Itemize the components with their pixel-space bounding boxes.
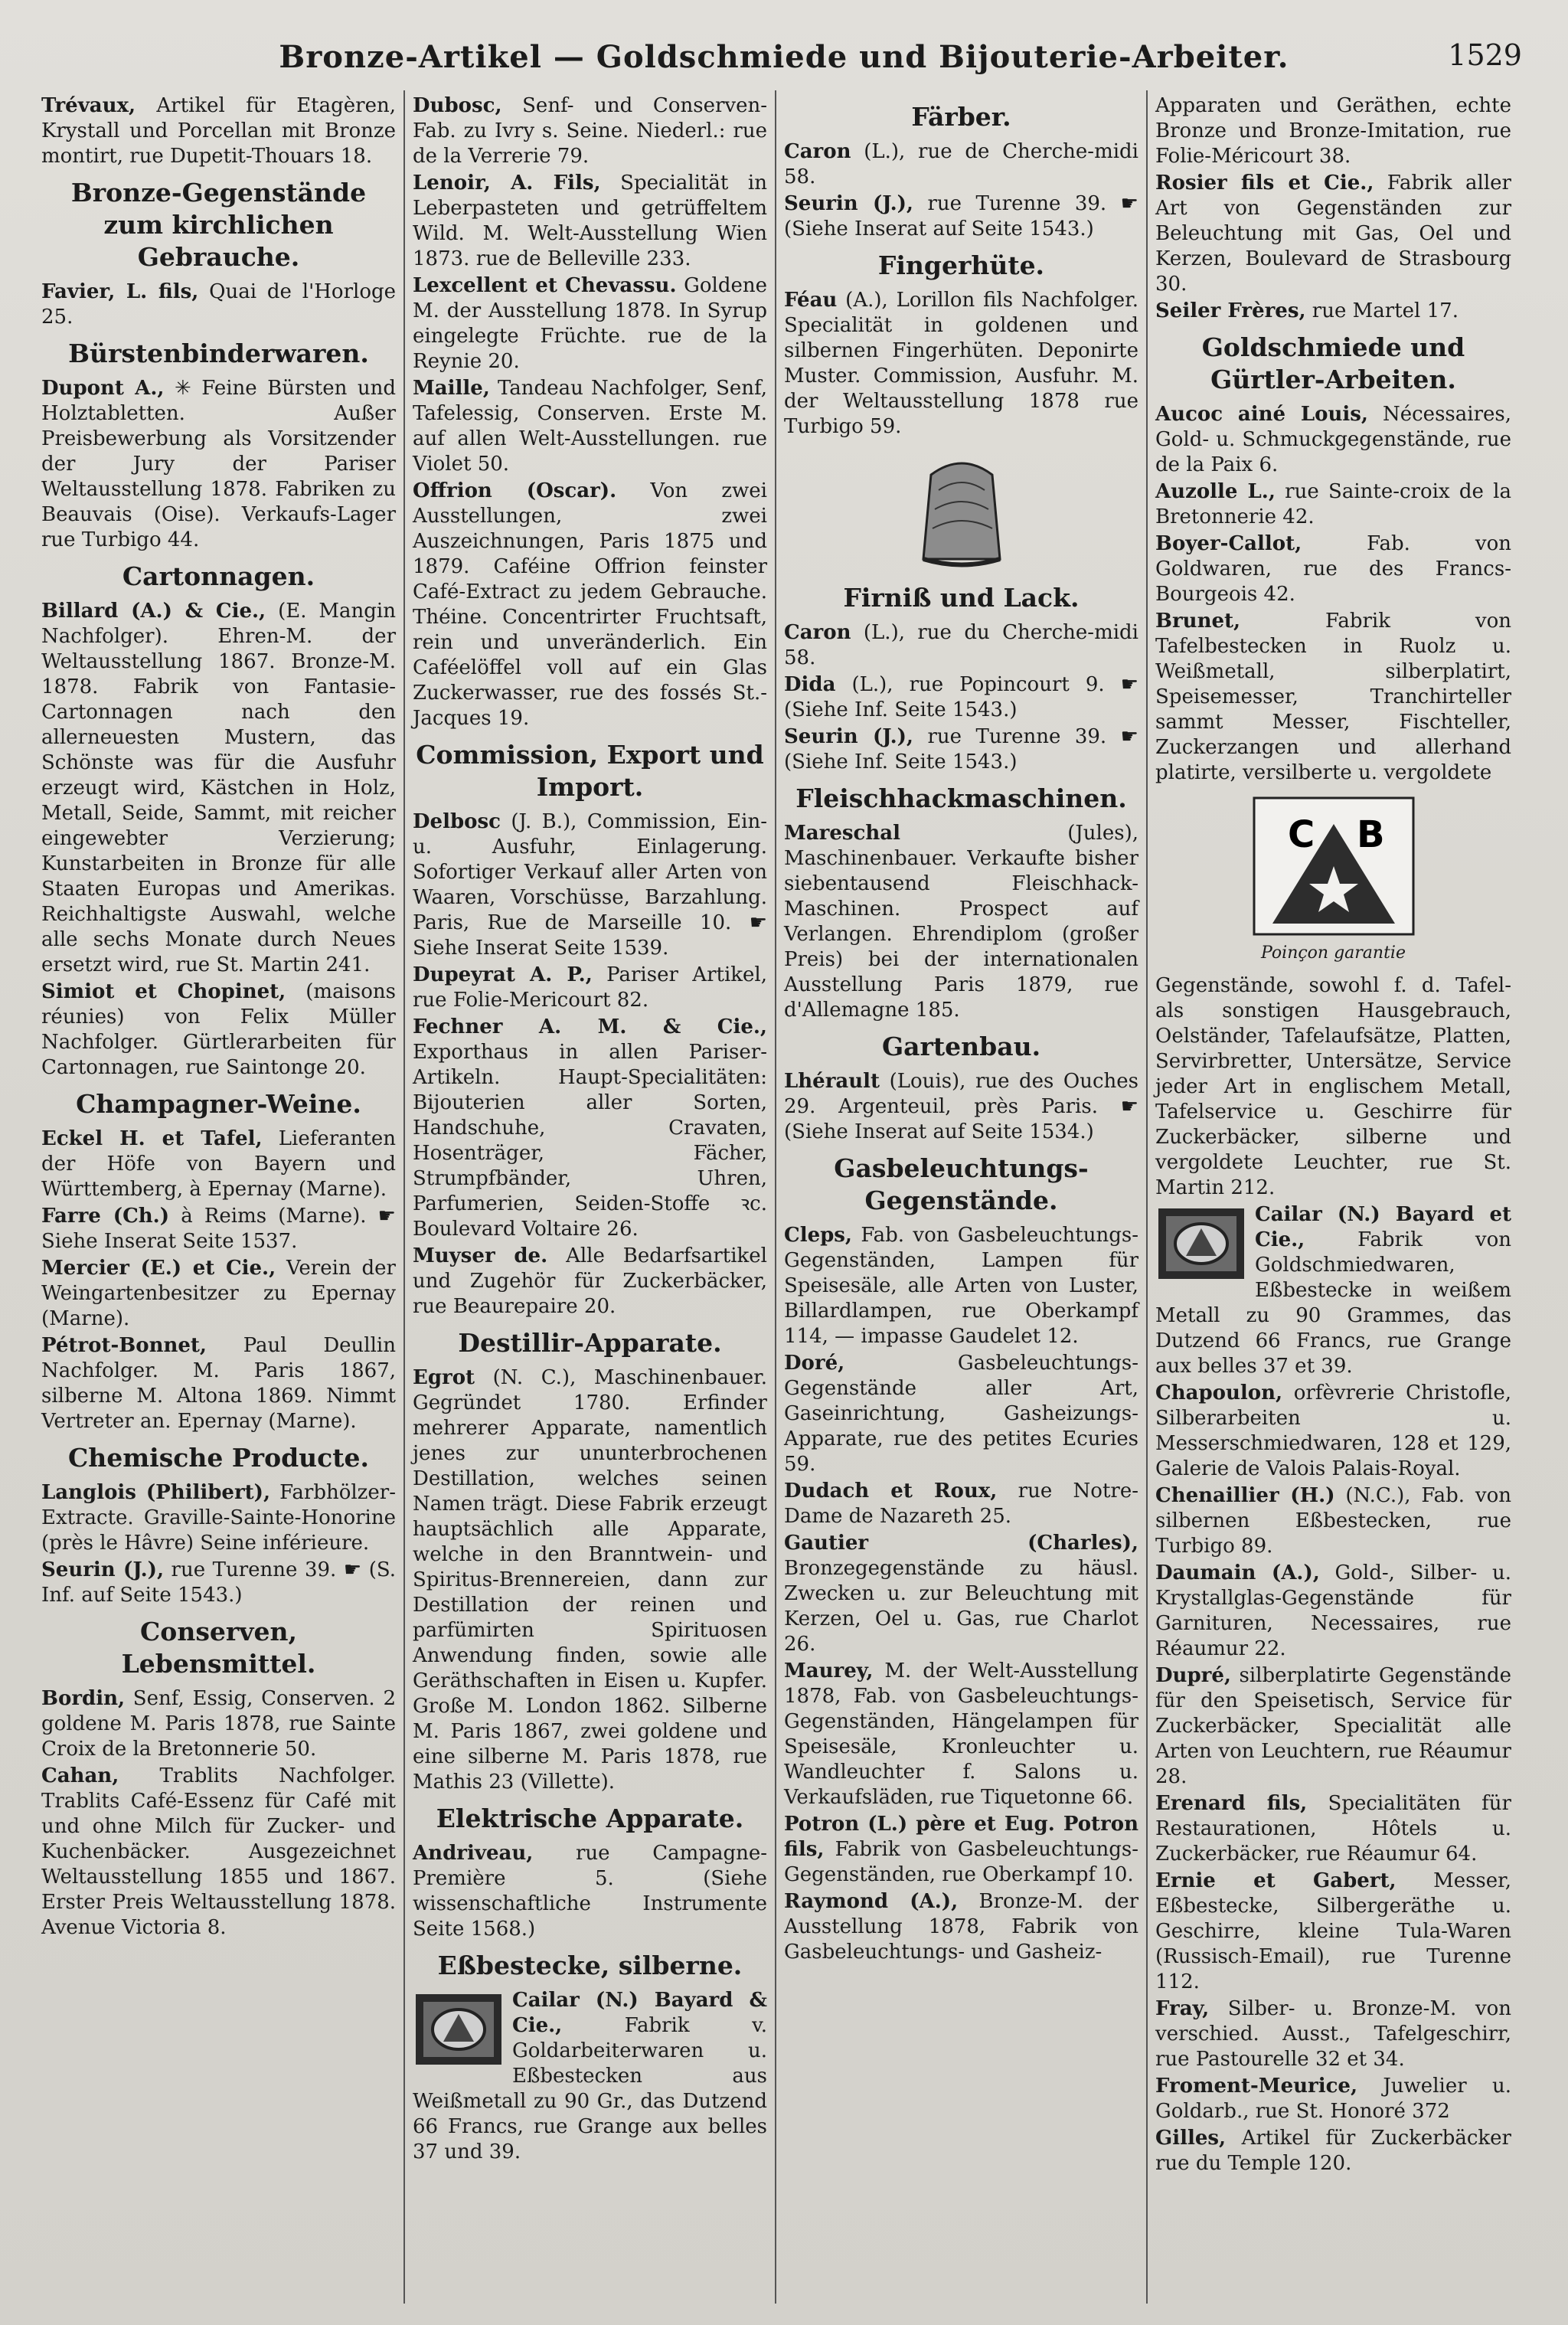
entry-name: Cahan, — [41, 1764, 119, 1787]
directory-entry — [413, 1244, 767, 1319]
entry-name: Daumain (A.), — [1155, 1561, 1320, 1584]
directory-entry — [41, 1256, 396, 1332]
entry-text: à Reims (Marne). ☛ Siehe Inserat Seite 1537. — [41, 1205, 396, 1253]
directory-entry — [41, 280, 396, 330]
entry-name: Erenard fils, — [1155, 1792, 1308, 1815]
entry-text: Quai de l'Horloge 25. — [41, 280, 396, 329]
entry-text: Artikel für Zuckerbäcker rue du Temple 120. — [1155, 2127, 1511, 2175]
directory-entry — [1155, 1561, 1511, 1662]
directory-entry — [784, 139, 1138, 190]
entry-name: Auzolle L., — [1155, 480, 1276, 503]
directory-entry — [1155, 973, 1511, 1201]
logo-letter-right: B — [1356, 813, 1385, 856]
directory-entry — [1155, 93, 1511, 169]
directory-entry — [413, 376, 767, 477]
entry-text: (Jules), Maschinenbauer. Verkaufte bisher siebentausend Fleischhack-Maschinen. Prospect auf Verlangen. Ehrendiplom (großer Preis) bei der internationalen Ausstellung Paris 1879, rue d'Allemagne 185. — [784, 822, 1138, 1022]
entry-text: (E. Mangin Nachfolger). Ehren-M. der Weltausstellung 1867. Bronze-M. 1878. Fabrik von Fantasie-Cartonnagen nach den allerneuesten Mustern, das Schönste was für die Ausfuhr erzeugt wird, Kästchen in Holz, Metall, Seide, Sammt, mit reicher eingewebter Verzierung; Kunstarbeiten in Bronze für alle Staaten Europas und Amerikas. Reichhaltigste Auswahl, welche alle sechs Monate durch Neues ersetzt wird, rue St. Martin 241. — [41, 600, 396, 976]
directory-entry — [784, 1351, 1138, 1477]
entry-text: Specialität in Leberpasteten und getrüffeltem Wild. M. Welt-Ausstellung Wien 1873. rue de Belleville 233. — [413, 172, 767, 270]
directory-entry — [41, 93, 396, 169]
section-heading: Färber. — [911, 102, 1011, 132]
entry-text: Paul Deullin Nachfolger. M. Paris 1867, silberne M. Altona 1869. Nimmt Vertreter an. Epernay (Marne). — [41, 1334, 396, 1433]
entry-name: Cailar (N.) Bayard et Cie., — [1255, 1203, 1511, 1251]
section-heading: Commission, Export und Import. — [416, 740, 764, 802]
directory-entry — [784, 1889, 1138, 1965]
entry-name: Froment-Meurice, — [1155, 2075, 1358, 2098]
directory-entry — [1155, 609, 1511, 786]
entry-text: Von zwei Ausstellungen, zwei Auszeichnungen, Paris 1875 und 1879. Caféine Offrion feinster Café-Extract zu jedem Gebrauche. Théine. Concentrirter Fruchtsaft, rein und unveränderlich. Ein Caféelöffel voll auf ein Glas Zuckerwasser, rue des fossés St.-Jacques 19. — [413, 479, 767, 730]
directory-entry — [784, 288, 1138, 440]
directory-entry — [413, 273, 767, 374]
entry-name: Mareschal — [784, 822, 900, 845]
entry-text: Fabrik von Tafelbestecken in Ruolz u. Weißmetall, silberplatirt, Speisemesser, Tranchirteller sammt Messer, Fischteller, Zuckerzangen und allerhand platirte, versilberte u. vergoldete — [1155, 610, 1511, 784]
directory-entry — [41, 1480, 396, 1556]
entry-text: (A.), Lorillon fils Nachfolger. Specialität in goldenen und silbernen Fingerhüten. Deponirte Muster. Commission, Ausfuhr. M. der Weltausstellung 1878 rue Turbigo 59. — [784, 289, 1138, 438]
entry-text: (N.C.), Fab. von silbernen Eßbestecken, rue Turbigo 89. — [1155, 1484, 1511, 1558]
entry-name: Maille, — [413, 377, 490, 400]
entry-text: Senf- und Conserven-Fab. zu Ivry s. Seine. Niederl.: rue de la Verrerie 79. — [413, 94, 767, 168]
entry-text: Goldene M. der Ausstellung 1878. In Syrup eingelegte Früchte. rue de la Reynie 20. — [413, 274, 767, 373]
directory-entry — [413, 479, 767, 731]
logo-letter-left: C — [1287, 813, 1315, 856]
entry-text: Silber- u. Bronze-M. von verschied. Ausst., Tafelgeschirr, rue Pastourelle 32 et 34. — [1155, 1997, 1511, 2071]
directory-entry — [41, 1333, 396, 1434]
entry-name: Eckel H. et Tafel, — [41, 1127, 263, 1150]
entry-name: Fray, — [1155, 1997, 1210, 2020]
directory-entry — [41, 1204, 396, 1254]
column-2 — [405, 90, 776, 2304]
entry-text: Nécessaires, Gold- u. Schmuckgegenstände, rue de la Paix 6. — [1155, 403, 1511, 476]
entry-text: rue Turenne 39. ☛ (Siehe Inf. Seite 1543.) — [784, 725, 1138, 773]
entry-name: Muyser de. — [413, 1244, 548, 1267]
entry-name: Dudach et Roux, — [784, 1480, 998, 1503]
page-header — [31, 34, 1537, 80]
entry-text: Lieferanten der Höfe von Bayern und Württemberg, à Epernay (Marne). — [41, 1127, 396, 1201]
directory-entry — [784, 1479, 1138, 1529]
entry-text: Gold-, Silber- u. Krystallglas-Gegenstände für Garnituren, Necessaires, rue Réaumur 22. — [1155, 1561, 1511, 1660]
entry-name: Mercier (E.) et Cie., — [41, 1257, 276, 1280]
entry-text: Artikel für Etagèren, Krystall und Porcellan mit Bronze montirt, rue Dupetit-Thouars 18. — [41, 94, 396, 168]
section-heading: Conserven, Lebensmittel. — [121, 1617, 316, 1679]
section-heading: Firniß und Lack. — [843, 583, 1080, 613]
directory-entry — [784, 1531, 1138, 1657]
entry-name: Aucoc ainé Louis, — [1155, 403, 1368, 426]
directory-entry — [1155, 1483, 1511, 1559]
entry-name: Boyer-Callot, — [1155, 532, 1302, 555]
directory-entry — [1155, 299, 1511, 324]
entry-text: Bronzegegenstände zu häusl. Zwecken u. zur Beleuchtung mit Kerzen, Oel u. Gas, rue Charlot 26. — [784, 1557, 1138, 1656]
section-heading: Destillir-Apparate. — [458, 1328, 722, 1358]
directory-entry — [1155, 1202, 1511, 1379]
entry-text: Alle Bedarfsartikel und Zugehör für Zuckerbäcker, rue Beaurepaire 20. — [413, 1244, 767, 1318]
directory-entry — [413, 1841, 767, 1942]
column-3 — [776, 90, 1148, 2304]
entry-name: Dida — [784, 673, 836, 696]
entry-text: Gegenstände, sowohl f. d. Tafel- als sonstigen Hausgebrauch, Oelständer, Tafelaufsätze, Platten, Servirbretter, Untersätze, Service jeder Art in englischem Metall, Tafelservice u. Geschirre für Zuckerbäcker, silberne und vergoldete Leuchter, rue St. Martin 212. — [1155, 974, 1511, 1199]
entry-name: Raymond (A.), — [784, 1890, 959, 1913]
entry-text: (maisons réunies) von Felix Müller Nachfolger. Gürtlerarbeiten für Cartonnagen, rue Saintonge 20. — [41, 980, 396, 1079]
entry-name: Cailar (N.) Bayard & Cie., — [512, 1989, 767, 2037]
entry-text: Messer, Eßbestecke, Silbergeräthe u. Geschirre, kleine Tula-Waren (Russisch-Email), rue Turenne 112. — [1155, 1869, 1511, 1993]
entry-text: Exporthaus in allen Pariser-Artikeln. Haupt-Specialitäten: Bijouterien aller Sorten, Handschuhe, Cravaten, Hosenträger, Fächer, Strumpfbänder, Uhren, Parfumerien, Seiden-Stoffe ꝛc. Boulevard Voltaire 26. — [413, 1041, 767, 1241]
entry-name: Potron (L.) père et Eug. Potron fils, — [784, 1813, 1138, 1861]
directory-entry — [784, 1659, 1138, 1810]
directory-entry — [784, 821, 1138, 1023]
directory-entry — [41, 1558, 396, 1608]
directory-entry — [784, 1812, 1138, 1888]
entry-name: Offrion (Oscar). — [413, 479, 617, 502]
entry-text: (J. B.), Commission, Ein- u. Ausfuhr, Einlagerung. Sofortiger Verkauf aller Arten von Waaren, Vorschüsse, Barzahlung. Paris, Rue de Marseille 10. ☛ Siehe Inserat Seite 1539. — [413, 810, 767, 960]
entry-name: Caron — [784, 140, 851, 163]
entry-name: Brunet, — [1155, 610, 1241, 633]
entry-text: rue Martel 17. — [1305, 299, 1459, 322]
hallmark-stamp-icon — [413, 1991, 505, 2068]
entry-name: Féau — [784, 289, 838, 312]
section-heading: Eßbestecke, silberne. — [437, 1951, 743, 1980]
entry-name: Gautier (Charles), — [784, 1532, 1138, 1555]
section-heading: Elektrische Apparate. — [436, 1803, 744, 1833]
entry-name: Lhérault — [784, 1070, 880, 1093]
directory-entry — [41, 376, 396, 553]
entry-name: Chapoulon, — [1155, 1382, 1283, 1404]
entry-name: Seurin (J.), — [784, 192, 913, 215]
directory-entry — [41, 1686, 396, 1762]
directory-entry — [784, 672, 1138, 723]
directory-entry — [1155, 2126, 1511, 2176]
entry-text: Trablits Nachfolger. Trablits Café-Essenz für Café mit und ohne Milch für Zucker- und Kuchenbäcker. Ausgezeichnet Weltausstellung 1855 und 1867. Erster Preis Weltausstellung 1878. Avenue Victoria 8. — [41, 1764, 396, 1939]
entry-text: Bronze-M. der Ausstellung 1878, Fabrik von Gasbeleuchtungs- und Gasheiz- — [784, 1890, 1138, 1964]
section-heading: Fleischhackmaschinen. — [795, 783, 1127, 813]
directory-entry — [413, 809, 767, 961]
directory-entry — [784, 724, 1138, 775]
entry-text: (L.), rue de Cherche-midi 58. — [784, 140, 1138, 188]
entry-text: silberplatirte Gegenstände für den Speisetisch, Service für Zuckerbäcker, Specialität alle Arten von Leuchtern, rue Réaumur 28. — [1155, 1664, 1511, 1788]
logo-caption: Poinçon garantie — [1261, 943, 1406, 963]
entry-name: Seurin (J.), — [41, 1558, 165, 1581]
entry-text: rue Turenne 39. ☛ (S. Inf. auf Seite 1543.) — [41, 1558, 396, 1607]
entry-name: Egrot — [413, 1366, 475, 1389]
entry-name: Cleps, — [784, 1224, 852, 1247]
entry-name: Farre (Ch.) — [41, 1205, 170, 1228]
section-heading: Goldschmiede und Gürtler-Arbeiten. — [1201, 332, 1465, 394]
directory-entry — [413, 963, 767, 1013]
entry-text: rue Sainte-croix de la Bretonnerie 42. — [1155, 480, 1511, 528]
directory-entry — [1155, 1996, 1511, 2072]
entry-name: Dupeyrat A. P., — [413, 963, 593, 986]
entry-text: (L.), rue du Cherche-midi 58. — [784, 621, 1138, 669]
column-4 — [1148, 90, 1519, 2304]
entry-text: Farbhölzer-Extracte. Graville-Sainte-Honorine (près le Hâvre) Seine inférieure. — [41, 1481, 396, 1555]
entry-name: Lenoir, A. Fils, — [413, 172, 601, 195]
hallmark-stamp-icon — [1155, 1205, 1247, 1282]
directory-entry — [1155, 1381, 1511, 1482]
directory-entry — [413, 1365, 767, 1795]
directory-entry — [784, 620, 1138, 671]
section-heading: Bürstenbinderwaren. — [68, 338, 369, 368]
entry-text: Fabrik von Goldschmiedwaren, Eßbestecke in weißem Metall zu 90 Grammes, das Dutzend 66 Francs, rue Grange aux belles 37 et 39. — [1155, 1228, 1511, 1378]
entry-text: Fab. von Goldwaren, rue des Francs-Bourgeois 42. — [1155, 532, 1511, 606]
entry-text: Specialitäten für Restaurationen, Hôtels u. Zuckerbäcker, rue Réaumur 64. — [1155, 1792, 1511, 1866]
directory-entry — [1155, 479, 1511, 530]
entry-text: rue Turenne 39. ☛ (Siehe Inserat auf Seite 1543.) — [784, 192, 1138, 240]
entry-name: Maurey, — [784, 1660, 874, 1682]
directory-entry — [1155, 1869, 1511, 1995]
entry-text: Juwelier u. Goldarb., rue St. Honoré 372 — [1155, 2075, 1511, 2123]
entry-name: Pétrot-Bonnet, — [41, 1334, 207, 1357]
section-heading: Gasbeleuchtungs-Gegenstände. — [834, 1153, 1089, 1215]
entry-name: Lexcellent et Chevassu. — [413, 274, 677, 297]
section-heading: Fingerhüte. — [877, 250, 1045, 280]
entry-text: (L.), rue Popincourt 9. ☛ (Siehe Inf. Seite 1543.) — [784, 673, 1138, 721]
entry-name: Simiot et Chopinet, — [41, 980, 286, 1003]
entry-text: Verein der Weingartenbesitzer zu Epernay (Marne). — [41, 1257, 396, 1330]
entry-name: Doré, — [784, 1352, 845, 1375]
running-title: Bronze-Artikel — Goldschmiede und Bijouterie-Arbeiter. — [279, 38, 1289, 75]
directory-entry — [784, 1069, 1138, 1145]
entry-name: Chenaillier (H.) — [1155, 1484, 1335, 1507]
page-number: 1529 — [1448, 38, 1522, 72]
entry-text: Fabrik von Gasbeleuchtungs-Gegenständen, rue Oberkampf 10. — [784, 1838, 1138, 1886]
directory-entry — [41, 1764, 396, 1941]
section-heading: Gartenbau. — [881, 1032, 1041, 1061]
entry-text: M. der Welt-Ausstellung 1878, Fab. von Gasbeleuchtungs-Gegenständen, Hängelampen für Speisesäle, Kronleuchter u. Wandleuchter f. Salons u. Verkaufsläden, rue Tiquetonne 66. — [784, 1660, 1138, 1809]
entry-name: Fechner A. M. & Cie., — [413, 1015, 767, 1038]
directory-entry — [1155, 531, 1511, 607]
directory-entry — [413, 171, 767, 272]
thimble-illustration-icon — [877, 444, 1046, 574]
directory-entry — [1155, 402, 1511, 478]
entry-name: Gilles, — [1155, 2127, 1227, 2150]
entry-name: Delbosc — [413, 810, 501, 833]
directory-entry — [413, 93, 767, 169]
entry-text: ✳ Feine Bürsten und Holztabletten. Außer Preisbewerbung als Vorsitzender der Jury der Pariser Weltausstellung 1878. Fabriken zu Beauvais (Oise). Verkaufs-Lager rue Turbigo 44. — [41, 377, 396, 551]
directory-entry — [413, 1988, 767, 2165]
entry-name: Rosier fils et Cie., — [1155, 172, 1374, 195]
entry-name: Trévaux, — [41, 94, 136, 117]
directory-entry — [1155, 1791, 1511, 1867]
entry-name: Dubosc, — [413, 94, 502, 117]
entry-text: Senf, Essig, Conserven. 2 goldene M. Paris 1878, rue Sainte Croix de la Bretonnerie 50. — [41, 1687, 396, 1761]
directory-entry — [784, 191, 1138, 242]
entry-name: Dupré, — [1155, 1664, 1231, 1687]
section-heading: Bronze-Gegenstände zum kirchlichen Gebrauche. — [70, 178, 367, 272]
entry-name: Favier, L. fils, — [41, 280, 199, 303]
entry-text: Fab. von Gasbeleuchtungs-Gegenständen, Lampen für Speisesäle, alle Arten von Luster, Billardlampen, rue Oberkampf 114, — impasse Gaudelet 12. — [784, 1224, 1138, 1348]
entry-text: Fabrik v. Goldarbeiterwaren u. Eßbestecken aus Weißmetall zu 90 Gr., das Dutzend 66 Francs, rue Grange aux belles 37 und 39. — [413, 2014, 767, 2163]
entry-text: rue Notre-Dame de Nazareth 25. — [784, 1480, 1138, 1528]
directory-entry — [41, 599, 396, 978]
entry-text: Gasbeleuchtungs-Gegenstände aller Art, Gaseinrichtung, Gasheizungs-Apparate, rue des petites Ecuries 59. — [784, 1352, 1138, 1476]
section-heading: Cartonnagen. — [122, 561, 315, 591]
section-heading: Champagner-Weine. — [76, 1089, 361, 1119]
entry-name: Dupont A., — [41, 377, 165, 400]
directory-entry — [784, 1223, 1138, 1349]
directory-entry — [41, 1127, 396, 1202]
section-heading: Chemische Producte. — [68, 1443, 369, 1473]
directory-entry — [1155, 171, 1511, 297]
entry-text: orfèvrerie Christofle, Silberarbeiten u. Messerschmiedwaren, 128 et 129, Galerie de Valois Palais-Royal. — [1155, 1382, 1511, 1480]
entry-name: Billard (A.) & Cie., — [41, 600, 266, 623]
entry-name: Bordin, — [41, 1687, 126, 1710]
entry-name: Seiler Frères, — [1155, 299, 1306, 322]
cb-trademark-logo-icon — [1250, 793, 1418, 939]
column-1 — [34, 90, 405, 2304]
entry-name: Langlois (Philibert), — [41, 1481, 271, 1504]
entry-text: (Louis), rue des Ouches 29. Argenteuil, près Paris. ☛ (Siehe Inserat auf Seite 1534.) — [784, 1070, 1138, 1143]
entry-text: Tandeau Nachfolger, Senf, Tafelessig, Conserven. Erste M. auf allen Welt-Ausstellungen. rue Violet 50. — [413, 377, 767, 476]
entry-name: Ernie et Gabert, — [1155, 1869, 1396, 1892]
entry-name: Caron — [784, 621, 851, 644]
directory-entry — [1155, 1663, 1511, 1790]
entry-text: Fabrik aller Art von Gegenständen zur Beleuchtung mit Gas, Oel und Kerzen, Boulevard de Strasbourg 30. — [1155, 172, 1511, 296]
directory-entry — [1155, 2074, 1511, 2124]
columns-container — [34, 90, 1519, 2304]
entry-name: Seurin (J.), — [784, 725, 913, 748]
entry-text: Pariser Artikel, rue Folie-Mericourt 82. — [413, 963, 767, 1012]
entry-text: Apparaten und Geräthen, echte Bronze und Bronze-Imitation, rue Folie-Méricourt 38. — [1155, 94, 1511, 168]
entry-text: (N. C.), Maschinenbauer. Gegründet 1780. Erfinder mehrerer Apparate, namentlich jenes zur ununterbrochenen Destillation, welches seinen Namen trägt. Diese Fabrik erzeugt hauptsächlich alle Apparate, welche in den Branntwein- und Spiritus-Brennereien, dann zur Destillation der reinen und parfümirten Spirituosen Anwendung finden, sowie alle Geräthschaften in Eisen u. Kupfer. Große M. London 1862. Silberne M. Paris 1867, zwei goldene und eine silberne M. Paris 1878, rue Mathis 23 (Villette). — [413, 1366, 767, 1794]
entry-name: Andriveau, — [413, 1842, 534, 1865]
directory-entry — [41, 979, 396, 1081]
directory-entry — [413, 1015, 767, 1242]
entry-text: rue Campagne-Première 5. (Siehe wissenschaftliche Instrumente Seite 1568.) — [413, 1842, 767, 1941]
